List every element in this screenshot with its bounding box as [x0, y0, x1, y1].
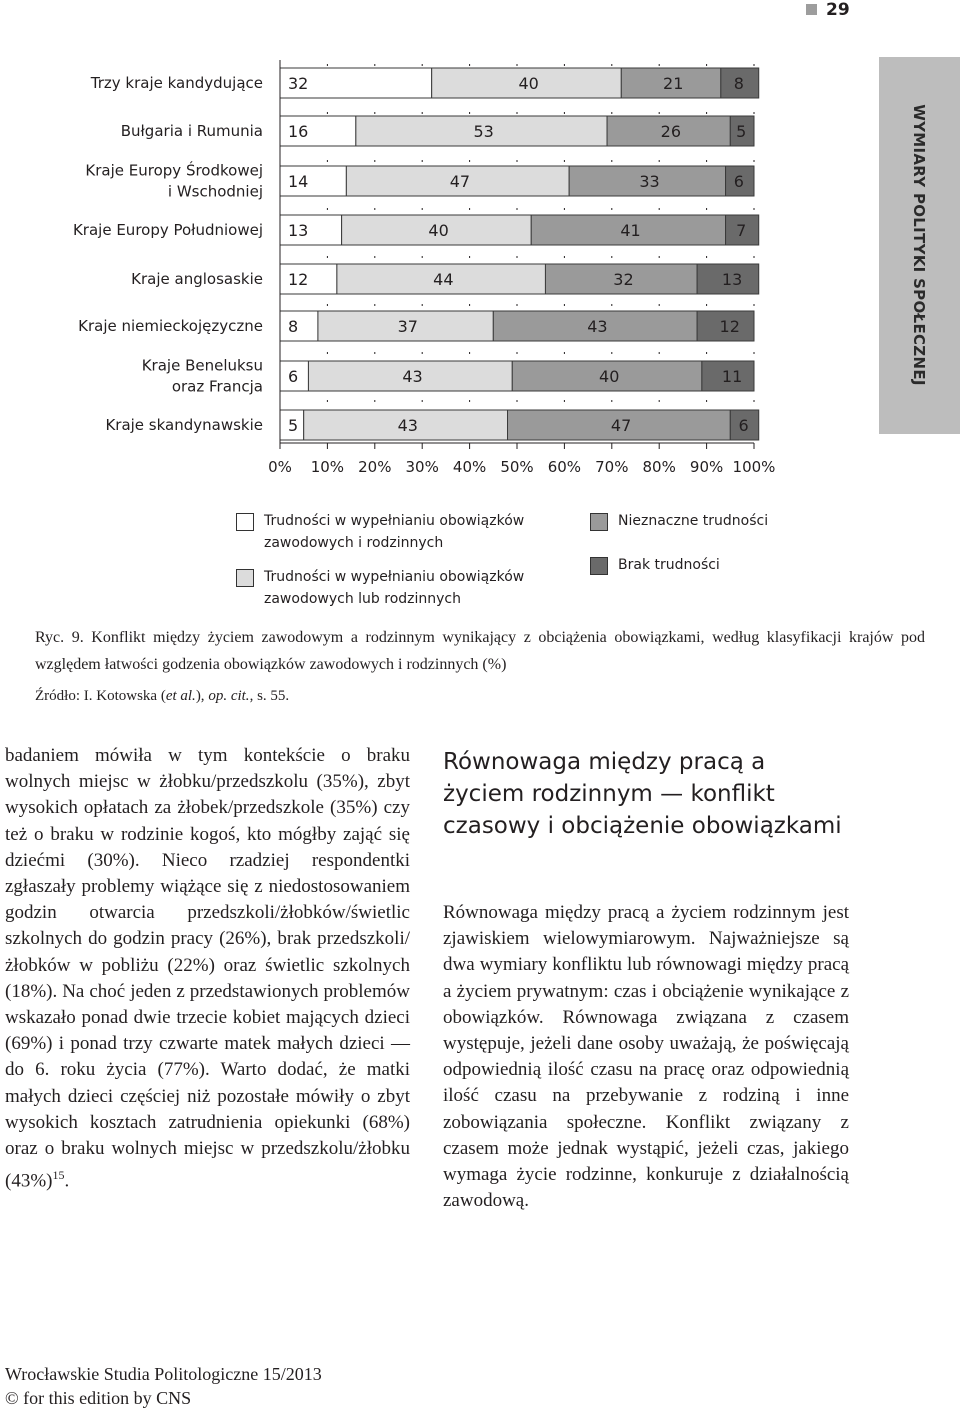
legend-label-line: Nieznaczne trudności [618, 513, 769, 529]
legend-label [264, 566, 524, 610]
bar-value-label: 12 [288, 270, 309, 289]
x-tick-label: 30% [405, 458, 439, 476]
source-etal: et al. [165, 688, 196, 704]
bar-value-label: 44 [433, 270, 454, 289]
bar-value-label: 43 [402, 367, 423, 386]
bar-value-label: 5 [288, 416, 299, 435]
x-tick-label: 10% [310, 458, 345, 476]
legend-swatch [590, 513, 608, 531]
footer-journal: Wrocławskie Studia Politologiczne 15/2013 [5, 1364, 322, 1384]
category-label: Kraje Europy Środkowej [85, 161, 263, 180]
section-heading: Równowaga między pracą a życiem rodzinnym — konflikt czasowy i obciążenie obowiązkami [443, 749, 842, 839]
bar-value-label: 6 [738, 416, 749, 435]
bar-value-label: 40 [599, 367, 620, 386]
bar-value-label: 32 [613, 270, 634, 289]
body-text-left [5, 743, 410, 1195]
bar-value-label: 5 [736, 122, 747, 141]
bar-value-label: 43 [587, 317, 608, 336]
figure-source [35, 685, 289, 707]
x-tick-label: 50% [500, 458, 534, 476]
category-label: Kraje Beneluksu [141, 356, 263, 375]
source-suffix: , s. 55. [249, 688, 290, 704]
bar-value-label: 8 [733, 74, 744, 93]
legend-label-line: Trudności w wypełnianiu obowiązków [264, 513, 525, 529]
footer [5, 1362, 322, 1410]
source-prefix: Źródło: I. Kotowska ( [35, 688, 166, 704]
footer-copyright: © for this edition by CNS [5, 1388, 192, 1408]
bar-value-label: 7 [736, 221, 747, 240]
category-label: Kraje Europy Południowej [72, 221, 263, 239]
category-label: Kraje anglosaskie [131, 270, 263, 288]
bar-value-label: 33 [639, 172, 660, 191]
category-label: Bułgaria i Rumunia [120, 122, 263, 140]
x-tick-label: 20% [358, 458, 392, 476]
category-label: Trzy kraje kandydujące [90, 74, 263, 92]
legend-label [618, 510, 768, 532]
x-tick-label: 70% [595, 458, 629, 476]
legend-swatch [236, 569, 254, 587]
bar-value-label: 32 [288, 74, 309, 93]
x-tick-label: 90% [689, 458, 724, 476]
bar-value-label: 53 [473, 122, 494, 141]
x-tick-label: 100% [732, 458, 776, 476]
bar-value-label: 43 [397, 416, 418, 435]
category-label: i Wschodniej [167, 182, 263, 201]
bar-value-label: 6 [288, 367, 299, 386]
bar-value-label: 41 [620, 221, 641, 240]
body-left-end: . [64, 1170, 70, 1192]
category-label: Kraje skandynawskie [105, 416, 263, 434]
bar-value-label: 47 [610, 416, 632, 435]
bar-value-label: 40 [518, 74, 539, 93]
legend-label-line: Trudności w wypełnianiu obowiązków [264, 569, 525, 585]
x-tick-label: 80% [642, 458, 676, 476]
legend-label-line: Brak trudności [618, 557, 720, 573]
legend-label-line: zawodowych lub rodzinnych [264, 591, 461, 607]
bar-segment [280, 311, 318, 341]
bar-value-label: 16 [288, 122, 309, 141]
bar-value-label: 37 [397, 317, 418, 336]
bar-value-label: 13 [288, 221, 309, 240]
body-text-right: Równowaga między pracą a życiem rodzinnym jest zjawiskiem wielowymiarowym. Najważniejsze są dwa wymiary konfliktu lub równowagi między pracą a życiem prywatnym: czas i obciążenie wynikające z obowiązków. Równowaga związana z czasem występuje, jeżeli dane osoby uważają, że poświęcają odpowiednią ilość czasu na pracę oraz odpowiednią ilość czasu na przebywanie z rodziną i inne zobowiązania społeczne. Konflikt związany z czasem może jednak wystąpić, jeżeli czas, jakiego wymaga życie rodzinne, konkuruje z działalnością zawodową. [443, 902, 849, 1212]
bar-value-label: 11 [721, 367, 743, 386]
bar-value-label: 21 [663, 74, 684, 93]
legend-swatch [236, 513, 254, 531]
legend-swatch [590, 557, 608, 575]
x-tick-label: 0% [268, 458, 292, 476]
figure-caption: Ryc. 9. Konflikt między życiem zawodowym a rodzinnym wynikający z obciążenia obowiązkami, według klasyfikacji krajów pod względem łatwości godzenia obowiązków zawodowych i rodzinnych (%) [35, 629, 925, 673]
bar-value-label: 40 [428, 221, 449, 240]
legend-label-line: zawodowych i rodzinnych [264, 535, 444, 551]
bar-value-label: 13 [721, 270, 743, 289]
footnote-ref: 15 [52, 1168, 65, 1183]
category-label: Kraje niemieckojęzyczne [78, 317, 263, 335]
x-tick-label: 40% [452, 458, 487, 476]
bar-value-label: 26 [660, 122, 682, 141]
x-tick-label: 60% [547, 458, 582, 476]
legend-label [618, 554, 720, 576]
bar-value-label: 6 [733, 172, 744, 191]
bar-value-label: 12 [719, 317, 740, 336]
body-left-text: badaniem mówiła w tym kontekście o braku wolnych miejsc w żłobku/przedszkolu (35%), zbyt wysokich opłatach za żłobek/przedszkole (35%) czy też o braku w rodzinie kogoś, kto mógłby zająć się dziećmi (30%). Nieco rzadziej respondentki zgłaszały problemy wiążące się z niedostosowaniem godzin otwarcia przedszkoli/żłobków/świetlic szkolnych do godzin pracy (26%), brak przedszkoli/żłobków w pobliżu (22%) oraz świetlic szkolnych (18%). Na choć jeden z przedstawionych problemów wskazało ponad dwie trzecie kobiet mających dzieci (69%) i ponad trzy czwarte matek małych dzieci — do 6. roku życia (77%). Warto dodać, że matki małych dzieci częściej niż pozostałe mówiły o zbyt wysokich kosztach zatrudnienia opiekunki (68%) oraz o braku wolnych miejsc w przedszkolu/żłobku (43%) [5, 745, 410, 1192]
page-number: 29 [826, 0, 850, 20]
source-middle: ), [195, 688, 209, 704]
side-tab-label: WYMIARY POLITYKI SPOŁECZNEJ [910, 104, 928, 386]
bar-value-label: 47 [449, 172, 471, 191]
source-opcit: op. cit. [208, 688, 250, 704]
category-label: oraz Francja [171, 377, 263, 396]
bar-value-label: 14 [288, 172, 309, 191]
bar-value-label: 8 [288, 317, 299, 336]
legend-label [264, 510, 524, 554]
